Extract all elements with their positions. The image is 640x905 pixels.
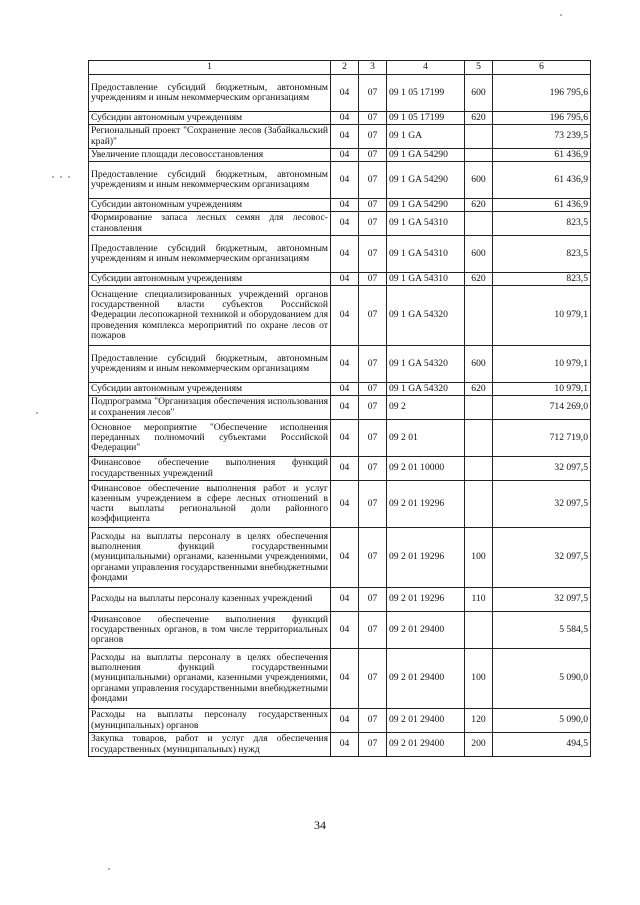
row-name: Субсидии автономным учреждениям <box>89 383 331 396</box>
table-row <box>89 273 591 286</box>
table-row <box>89 420 591 457</box>
row-target-code: 09 2 01 10000 <box>387 457 465 481</box>
row-section: 04 <box>331 649 359 709</box>
table-row <box>89 346 591 383</box>
row-target-code: 09 1 GA <box>387 125 465 149</box>
row-target-code: 09 1 GA 54310 <box>387 273 465 286</box>
row-subsection: 07 <box>359 733 387 757</box>
row-expense-type <box>465 420 493 457</box>
row-subsection: 07 <box>359 649 387 709</box>
row-subsection: 07 <box>359 286 387 346</box>
row-expense-type <box>465 457 493 481</box>
col-header-subsection: 3 <box>359 61 387 75</box>
row-subsection: 07 <box>359 199 387 212</box>
row-target-code: 09 1 GA 54290 <box>387 149 465 162</box>
row-expense-type <box>465 125 493 149</box>
row-section: 04 <box>331 528 359 588</box>
table-row <box>89 199 591 212</box>
row-name: Финансовое обеспечение выполнения работ и услуг казенным учреждением в сфере лесных отношений в части выплаты региональной доли районного коэффициента <box>89 481 331 528</box>
row-amount: 10 979,1 <box>493 346 591 383</box>
row-name: Подпрограмма "Организация обеспечения использования и сохранения лесов" <box>89 396 331 420</box>
row-name: Формирование запаса лесных семян для лесовосстановления <box>89 212 331 236</box>
row-section: 04 <box>331 199 359 212</box>
row-amount: 61 436,9 <box>493 199 591 212</box>
row-section: 04 <box>331 286 359 346</box>
row-name: Расходы на выплаты персоналу в целях обеспечения выполнения функций государственными (муниципальными) органами, казенными учреждениями, органами управления государственными внебюджетными фондами <box>89 649 331 709</box>
table-row <box>89 112 591 125</box>
row-amount: 196 795,6 <box>493 112 591 125</box>
table-row <box>89 709 591 733</box>
table-row <box>89 162 591 199</box>
table-row <box>89 612 591 649</box>
row-target-code: 09 2 01 29400 <box>387 649 465 709</box>
row-amount: 32 097,5 <box>493 588 591 612</box>
row-subsection: 07 <box>359 457 387 481</box>
row-section: 04 <box>331 383 359 396</box>
row-amount: 61 436,9 <box>493 149 591 162</box>
row-name: Предоставление субсидий бюджетным, автономным учреждениям и иным некоммерческим организациям <box>89 346 331 383</box>
header-row <box>89 61 591 75</box>
table-row <box>89 528 591 588</box>
row-expense-type: 100 <box>465 649 493 709</box>
row-target-code: 09 2 <box>387 396 465 420</box>
row-name: Предоставление субсидий бюджетным, автономным учреждениям и иным некоммерческим организациям <box>89 236 331 273</box>
row-subsection: 07 <box>359 273 387 286</box>
row-subsection: 07 <box>359 396 387 420</box>
row-section: 04 <box>331 733 359 757</box>
row-name: Увеличение площади лесовосстановления <box>89 149 331 162</box>
row-expense-type: 100 <box>465 528 493 588</box>
row-target-code: 09 1 GA 54320 <box>387 346 465 383</box>
row-amount: 32 097,5 <box>493 481 591 528</box>
row-target-code: 09 1 GA 54290 <box>387 199 465 212</box>
row-target-code: 09 2 01 29400 <box>387 709 465 733</box>
row-target-code: 09 1 GA 54310 <box>387 236 465 273</box>
row-target-code: 09 1 05 17199 <box>387 112 465 125</box>
row-section: 04 <box>331 612 359 649</box>
row-section: 04 <box>331 481 359 528</box>
table-row <box>89 286 591 346</box>
row-expense-type: 600 <box>465 162 493 199</box>
row-subsection: 07 <box>359 125 387 149</box>
row-expense-type <box>465 396 493 420</box>
row-name: Субсидии автономным учреждениям <box>89 199 331 212</box>
row-target-code: 09 2 01 19296 <box>387 588 465 612</box>
row-section: 04 <box>331 212 359 236</box>
row-target-code: 09 2 01 19296 <box>387 481 465 528</box>
row-name: Финансовое обеспечение выполнения функций государственных органов, в том числе территориальных органов <box>89 612 331 649</box>
table-row <box>89 457 591 481</box>
row-section: 04 <box>331 236 359 273</box>
col-header-amount: 6 <box>493 61 591 75</box>
row-amount: 823,5 <box>493 236 591 273</box>
col-header-name: 1 <box>89 61 331 75</box>
table-row <box>89 212 591 236</box>
row-target-code: 09 2 01 29400 <box>387 733 465 757</box>
table-row <box>89 481 591 528</box>
row-amount: 823,5 <box>493 212 591 236</box>
row-name: Расходы на выплаты персоналу в целях обеспечения выполнения функций государственными (муниципальными) органами, казенными учреждениями, органами управления государственными внебюджетными фондами <box>89 528 331 588</box>
row-subsection: 07 <box>359 588 387 612</box>
row-expense-type: 600 <box>465 236 493 273</box>
row-expense-type: 110 <box>465 588 493 612</box>
row-subsection: 07 <box>359 481 387 528</box>
row-section: 04 <box>331 346 359 383</box>
col-header-expense-type: 5 <box>465 61 493 75</box>
page-number: 34 <box>314 818 326 832</box>
col-header-target-code: 4 <box>387 61 465 75</box>
row-section: 04 <box>331 273 359 286</box>
row-subsection: 07 <box>359 112 387 125</box>
row-target-code: 09 1 GA 54320 <box>387 286 465 346</box>
table-row <box>89 396 591 420</box>
row-expense-type: 620 <box>465 112 493 125</box>
row-section: 04 <box>331 149 359 162</box>
scan-speck <box>36 412 38 414</box>
row-section: 04 <box>331 420 359 457</box>
row-amount: 10 979,1 <box>493 383 591 396</box>
row-subsection: 07 <box>359 162 387 199</box>
row-section: 04 <box>331 162 359 199</box>
row-amount: 5 090,0 <box>493 649 591 709</box>
row-amount: 712 719,0 <box>493 420 591 457</box>
row-expense-type <box>465 212 493 236</box>
row-subsection: 07 <box>359 149 387 162</box>
row-target-code: 09 1 GA 54320 <box>387 383 465 396</box>
row-name: Основное мероприятие "Обеспечение исполнения переданных полномочий субъектами Российской Федерации" <box>89 420 331 457</box>
row-target-code: 09 1 GA 54310 <box>387 212 465 236</box>
table-row <box>89 588 591 612</box>
row-expense-type: 120 <box>465 709 493 733</box>
table-row <box>89 75 591 112</box>
row-amount: 5 584,5 <box>493 612 591 649</box>
scan-speck <box>68 176 70 178</box>
row-subsection: 07 <box>359 212 387 236</box>
row-name: Финансовое обеспечение выполнения функций государственных учреждений <box>89 457 331 481</box>
row-name: Оснащение специализированных учреждений органов государственной власти субъектов Российской Федерации лесопожарной техникой и оборудованием для проведения комплекса мероприятий по охране лесов от пожаров <box>89 286 331 346</box>
row-amount: 32 097,5 <box>493 528 591 588</box>
row-amount: 32 097,5 <box>493 457 591 481</box>
row-expense-type: 620 <box>465 383 493 396</box>
row-subsection: 07 <box>359 420 387 457</box>
scan-speck <box>52 176 54 178</box>
budget-table <box>88 60 591 757</box>
row-expense-type <box>465 612 493 649</box>
row-section: 04 <box>331 709 359 733</box>
row-amount: 61 436,9 <box>493 162 591 199</box>
row-name: Субсидии автономным учреждениям <box>89 112 331 125</box>
row-name: Закупка товаров, работ и услуг для обеспечения государственных (муниципальных) нужд <box>89 733 331 757</box>
row-subsection: 07 <box>359 236 387 273</box>
row-subsection: 07 <box>359 346 387 383</box>
row-name: Расходы на выплаты персоналу казенных учреждений <box>89 588 331 612</box>
row-section: 04 <box>331 396 359 420</box>
row-amount: 714 269,0 <box>493 396 591 420</box>
row-target-code: 09 2 01 19296 <box>387 528 465 588</box>
col-header-section: 2 <box>331 61 359 75</box>
row-subsection: 07 <box>359 612 387 649</box>
row-amount: 10 979,1 <box>493 286 591 346</box>
row-section: 04 <box>331 112 359 125</box>
row-section: 04 <box>331 75 359 112</box>
row-name: Расходы на выплаты персоналу государственных (муниципальных) органов <box>89 709 331 733</box>
row-subsection: 07 <box>359 383 387 396</box>
row-expense-type: 600 <box>465 346 493 383</box>
row-amount: 73 239,5 <box>493 125 591 149</box>
row-target-code: 09 1 05 17199 <box>387 75 465 112</box>
row-amount: 494,5 <box>493 733 591 757</box>
scan-speck <box>560 14 562 16</box>
table-row <box>89 149 591 162</box>
row-expense-type: 620 <box>465 273 493 286</box>
row-name: Региональный проект "Сохранение лесов (Забайкальский край)" <box>89 125 331 149</box>
row-expense-type <box>465 286 493 346</box>
row-name: Субсидии автономным учреждениям <box>89 273 331 286</box>
table-row <box>89 125 591 149</box>
row-subsection: 07 <box>359 709 387 733</box>
row-target-code: 09 2 01 <box>387 420 465 457</box>
row-expense-type: 620 <box>465 199 493 212</box>
row-subsection: 07 <box>359 528 387 588</box>
scan-speck <box>60 176 62 178</box>
row-name: Предоставление субсидий бюджетным, автономным учреждениям и иным некоммерческим организациям <box>89 162 331 199</box>
row-subsection: 07 <box>359 75 387 112</box>
row-expense-type <box>465 149 493 162</box>
row-expense-type <box>465 481 493 528</box>
table-row <box>89 383 591 396</box>
row-amount: 5 090,0 <box>493 709 591 733</box>
table-row <box>89 733 591 757</box>
scan-speck <box>108 868 110 870</box>
row-target-code: 09 2 01 29400 <box>387 612 465 649</box>
table-row <box>89 649 591 709</box>
row-amount: 196 795,6 <box>493 75 591 112</box>
row-expense-type: 200 <box>465 733 493 757</box>
row-amount: 823,5 <box>493 273 591 286</box>
row-target-code: 09 1 GA 54290 <box>387 162 465 199</box>
row-expense-type: 600 <box>465 75 493 112</box>
row-section: 04 <box>331 588 359 612</box>
row-section: 04 <box>331 457 359 481</box>
table-row <box>89 236 591 273</box>
row-name: Предоставление субсидий бюджетным, автономным учреждениям и иным некоммерческим организациям <box>89 75 331 112</box>
row-section: 04 <box>331 125 359 149</box>
